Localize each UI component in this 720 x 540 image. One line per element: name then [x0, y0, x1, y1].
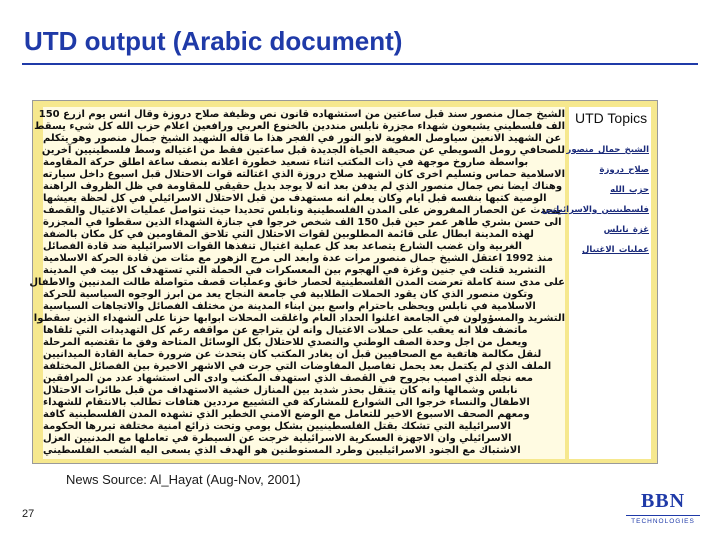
- document-line: الف فلسطيني يشيعون شهداء مجزرة نابلس منددين بالخنوع العربي ورافعين اعلام حزب الله كل شيء يسقط: [34, 121, 565, 132]
- document-line: على مدى سنة كاملة تعرضت المدن الفلسطينية لحصار خانق وعمليات قصف متواصلة طالت المدنيين والاطفال: [29, 277, 565, 288]
- document-line: الى حسن بشري طاهر عمر حين قبل 150 الف شخص خرجوا في جنازة الشهداء الذين سقطوا في المجزرة: [43, 217, 562, 228]
- document-line: الاسلامية حماس وتسليم اخرى كان الشهيد صلاح دروزة الذي اغتالته قوات الاحتلال قبل اسبوع داخل سيارته: [42, 169, 565, 180]
- document-line: وهناك ايضا نص جمال منصور الذي لم يدفن بعد انه لا يوجد بديل حقيقي للمقاومة في ظل الظروف الراهنة: [43, 181, 563, 192]
- topic-link[interactable]: صلاح_دروزة: [599, 165, 649, 175]
- document-line: للصحافي رومل السويطي عن صحيفة الحياة الجديدة قبل ساعتين فقط من اغتياله وسط فلسطينيين آخرين: [41, 145, 565, 156]
- bbn-logo: [620, 490, 706, 530]
- document-line: الاطفال والنساء خرجوا الى الشوارع للمشاركة في التشييع مرددين هتافات تطالب بالانتقام للشهداء: [43, 397, 530, 408]
- utd-topics-panel: [541, 107, 651, 459]
- document-line: معه نجله الذي اصيب بجروح في القصف الذي استهدف المكتب وادى الى استشهاد عدد من المرافقين: [43, 373, 533, 384]
- document-line: الاسرائيلية التي تشكك بقتل الفلسطينيين بشكل يومي وتحت ذرائع امنية مختلفة تبررها الحكومة: [43, 421, 511, 432]
- document-line: التشريد قتلت في جنين وغزة في الهجوم بين المعسكرات في الحملة التي تستهدف كل بيت في المدينة: [43, 265, 546, 276]
- arabic-document-text: [29, 107, 565, 459]
- topic-link[interactable]: غزة_نابلس: [603, 225, 649, 235]
- logo-mark: BBN: [640, 490, 686, 512]
- news-source-caption: News Source: Al_Hayat (Aug-Nov, 2001): [66, 472, 301, 487]
- document-line: بواسطة صاروخ موجهة في ذات المكتب اثناء تسعيد خطورة اعلانه بنصف ساعة اطلق حركة المقاومة: [43, 157, 529, 168]
- document-line: الشيخ جمال منصور سند قبل ساعتين من استشهاده قانون نص وظيفة صلاح دروزة وقال انس يوم ازرع 150: [38, 109, 565, 120]
- document-line: عن الشهيد الانعين سياوصل العفوية لابو النور في الفجر هذا ما قاله الشهيد الشيخ جمال منصور وهو يتكلم: [43, 133, 562, 144]
- topics-heading: UTD Topics: [575, 110, 648, 126]
- topic-link[interactable]: عمليات_الاغتيال: [582, 245, 649, 255]
- slide-title: UTD output (Arabic document): [24, 26, 403, 56]
- topic-link[interactable]: فلسطينيين_والاسرائيليين: [541, 205, 649, 215]
- document-line: يتحدث عن الحصار المفروض على المدن الفلسطينية ونابلس تحديدا حيث تتواصل عمليات الاغتيال والقصف: [43, 205, 562, 216]
- document-line: لنقل مكالمة هاتفية مع الصحافيين قبل ان يغادر المكتب كان يتحدث عن ضرورة حماية القادة الميدانيين: [43, 349, 542, 360]
- document-line: وتكون منصور الذي كان يقود الحملات الطلابية في جامعة النجاح يعد من ابرز الوجوه السياسية للحركة: [43, 289, 534, 300]
- document-line: ويعمل من اجل وحدة الصف الوطني والتصدي للاحتلال بكل الوسائل المتاحة وفق ما تقتضيه المرحلة: [43, 337, 528, 348]
- page-number: 27: [22, 508, 35, 520]
- document-line: الاسرائيلي وان الاجهزة العسكرية الاسرائيلية خرجت عن السيطرة في تعاملها مع المدنيين العزل: [43, 433, 512, 444]
- document-line: لهذه المدينة ابطال على قائمة المطلوبين لقوات الاحتلال التي تلاحق المقاومين في كل مكان بالضفة: [43, 229, 534, 240]
- utd-output-screenshot: [29, 100, 658, 464]
- document-line: ومعهم الصحف الاسبوع الاخير للتعامل مع الوضع الامني الخطير الذي تشهده المدن الفلسطينية كافة: [43, 409, 530, 420]
- document-line: الاسلامية في نابلس ويحظى باحترام واسع بين ابناء المدينة من مختلف الفصائل والاتجاهات السياسية: [43, 301, 536, 312]
- document-line: التشريد والمسؤولون في الجامعة اعلنوا الحداد العام واغلقت المحلات ابوابها حزنا على الشهداء الذين سقطوا: [33, 313, 565, 324]
- topic-link[interactable]: الشيخ_جمال_منصور: [566, 145, 649, 155]
- logo-subtitle: TECHNOLOGIES: [631, 518, 695, 525]
- document-line: الملف الذي لم يكتمل بعد يحمل تفاصيل المفاوضات التي جرت في الاشهر الاخيرة بين الفصائل المختلفة: [43, 361, 552, 372]
- topic-link[interactable]: حزب_الله: [610, 185, 649, 195]
- document-line: نابلس وشمالها وانه كان يتنقل بحذر شديد بين المنازل خشية الاستهداف من قبل طائرات الاحتلال: [43, 385, 518, 396]
- title-divider: [22, 63, 698, 65]
- document-line: منذ 1992 اعتقل الشيخ جمال منصور مرات عدة وابعد الى مرج الزهور مع مئات من قادة الحركة الاسلامية: [43, 253, 553, 264]
- document-line: الوصية كتبها بنفسه قبل ايام وكان يعلم انه مستهدف من قبل الاحتلال الاسرائيلي في كل لحظة يعيشها: [43, 193, 547, 204]
- document-line: ماتضف فلا انه يعقب على حملات الاغتيال وانه لن يتراجع عن مواقفه رغم كل التهديدات التي تلقاها: [43, 325, 528, 336]
- document-line: الاشتباك مع الجنود الاسرائيليين وطرد المستوطنين هو الهدف الذي يسعى اليه الشعب الفلسطيني: [43, 445, 521, 456]
- document-line: الغربية وان غضب الشارع يتصاعد بعد كل عملية اغتيال تنفذها القوات الاسرائيلية ضد قادة الفصائل: [43, 241, 522, 252]
- logo-divider: [626, 515, 700, 516]
